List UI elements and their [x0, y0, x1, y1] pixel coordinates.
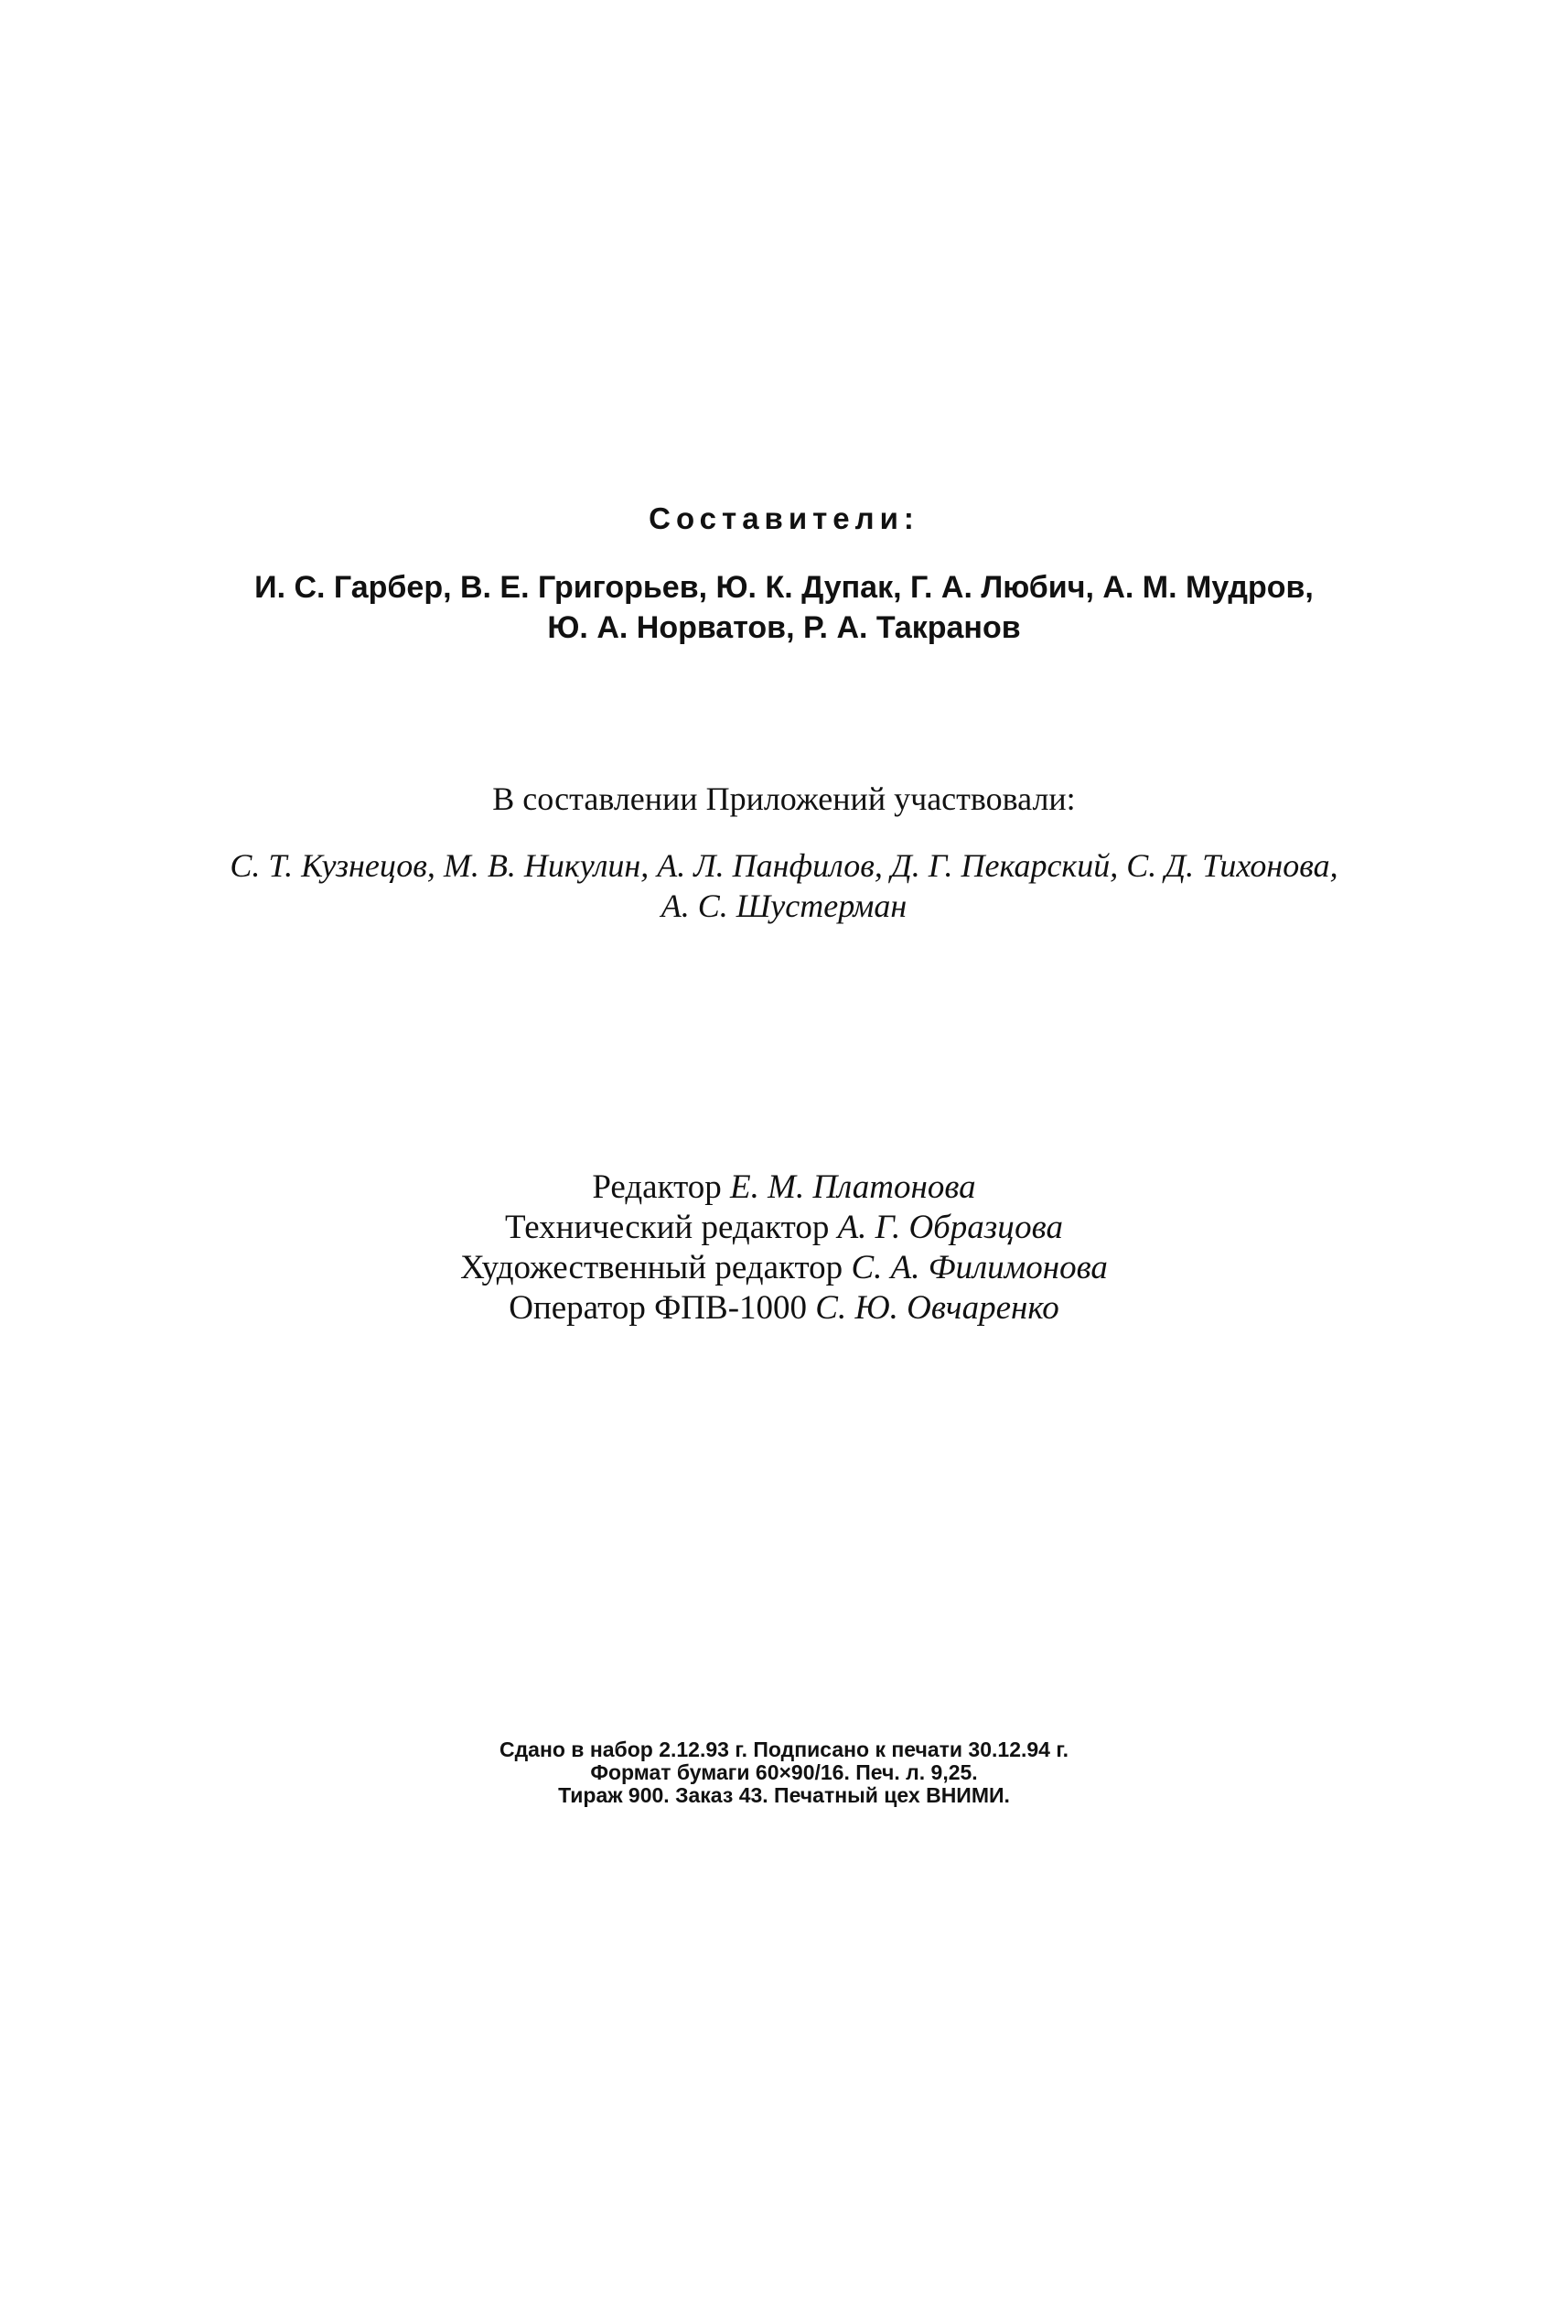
imprint-line-3: Тираж 900. Заказ 43. Печатный цех ВНИМИ. — [558, 1783, 1010, 1807]
appendix-names-line-2: А. С. Шустерман — [660, 888, 908, 924]
compilers-names — [0, 567, 1568, 648]
credit-person: С. Ю. Овчаренко — [815, 1289, 1059, 1327]
credit-technical-editor — [0, 1208, 1568, 1248]
credit-person: С. А. Филимонова — [851, 1249, 1108, 1286]
imprint-line-1: Сдано в набор 2.12.93 г. Подписано к печати 30.12.94 г. — [499, 1738, 1069, 1761]
editorial-credits — [0, 1167, 1568, 1329]
imprint-details — [0, 1738, 1568, 1807]
credit-art-editor — [0, 1248, 1568, 1288]
appendix-names-line-1: С. Т. Кузнецов, М. В. Никулин, А. Л. Панфилов, Д. Г. Пекарский, С. Д. Тихонова, — [230, 847, 1338, 884]
credit-role: Редактор — [592, 1168, 722, 1206]
credit-role: Технический редактор — [505, 1209, 830, 1246]
appendix-contributors-names — [0, 845, 1568, 926]
compilers-names-line-2: Ю. А. Норватов, Р. А. Такранов — [547, 610, 1021, 645]
credit-operator — [0, 1288, 1568, 1329]
credit-editor — [0, 1167, 1568, 1208]
compilers-names-line-1: И. С. Гарбер, В. Е. Григорьев, Ю. К. Дупак, Г. А. Любич, А. М. Мудров, — [254, 570, 1314, 605]
imprint-line-2: Формат бумаги 60×90/16. Печ. л. 9,25. — [590, 1760, 978, 1784]
compilers-heading: Составители: — [649, 501, 919, 535]
credit-person: Е. М. Платонова — [730, 1168, 976, 1206]
credit-person: А. Г. Образцова — [837, 1209, 1063, 1246]
credit-role: Художественный редактор — [460, 1249, 843, 1286]
appendix-contributors-heading: В составлении Приложений участвовали: — [492, 780, 1076, 817]
credit-role: Оператор ФПВ-1000 — [509, 1289, 808, 1327]
